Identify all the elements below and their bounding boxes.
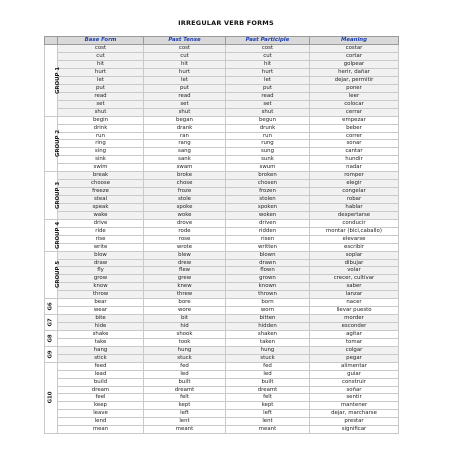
- past-participle-cell: meant: [226, 426, 310, 434]
- table-row: [45, 76, 399, 84]
- table-row: [45, 116, 399, 124]
- past-participle-cell: risen: [226, 235, 310, 243]
- meaning-cell: nadar: [310, 164, 399, 172]
- past-participle-cell: run: [226, 132, 310, 140]
- past-participle-cell: hung: [226, 346, 310, 354]
- table-row: [45, 354, 399, 362]
- base-form-cell: bear: [58, 299, 144, 307]
- base-form-cell: cost: [58, 45, 144, 53]
- table-row: [45, 235, 399, 243]
- past-participle-cell: blown: [226, 251, 310, 259]
- past-tense-cell: drank: [144, 124, 226, 132]
- base-form-cell: grow: [58, 275, 144, 283]
- past-participle-cell: built: [226, 378, 310, 386]
- meaning-cell: cerrar: [310, 108, 399, 116]
- past-participle-cell: dreamt: [226, 386, 310, 394]
- table-row: [45, 283, 399, 291]
- table-row: [45, 426, 399, 434]
- meaning-cell: morder: [310, 315, 399, 323]
- page-title: IRREGULAR VERB FORMS: [178, 19, 274, 27]
- table-row: [45, 402, 399, 410]
- past-participle-cell: stolen: [226, 196, 310, 204]
- meaning-cell: beber: [310, 124, 399, 132]
- base-form-cell: break: [58, 172, 144, 180]
- past-tense-cell: put: [144, 84, 226, 92]
- meaning-cell: poner: [310, 84, 399, 92]
- meaning-cell: esconder: [310, 323, 399, 331]
- meaning-header: Meaning: [310, 37, 399, 45]
- past-tense-cell: blew: [144, 251, 226, 259]
- group-label: G6: [47, 302, 54, 311]
- group-label-cell: [45, 251, 62, 299]
- table-row: [45, 211, 399, 219]
- table-row: [45, 164, 399, 172]
- base-form-cell: wake: [58, 211, 144, 219]
- meaning-cell: dibujar: [310, 259, 399, 267]
- past-tense-cell: drove: [144, 219, 226, 227]
- meaning-cell: congelar: [310, 188, 399, 196]
- table-row: [45, 227, 399, 235]
- table-row: [45, 410, 399, 418]
- meaning-cell: sentir: [310, 394, 399, 402]
- past-tense-cell: spoke: [144, 203, 226, 211]
- table-row: [45, 180, 399, 188]
- base-form-cell: sink: [58, 156, 144, 164]
- meaning-cell: colocar: [310, 100, 399, 108]
- past-participle-cell: flown: [226, 267, 310, 275]
- past-participle-cell: known: [226, 283, 310, 291]
- meaning-cell: construir: [310, 378, 399, 386]
- meaning-cell: correr: [310, 132, 399, 140]
- group-label: GROUP 2: [55, 130, 62, 158]
- table-row: [45, 108, 399, 116]
- past-tense-cell: sang: [144, 148, 226, 156]
- table-row: [45, 203, 399, 211]
- past-tense-cell: lent: [144, 418, 226, 426]
- table-row: [45, 196, 399, 204]
- meaning-cell: empezar: [310, 116, 399, 124]
- base-form-cell: hurt: [58, 69, 144, 77]
- verb-table: [44, 36, 399, 434]
- base-form-cell: write: [58, 243, 144, 251]
- meaning-cell: lanzar: [310, 291, 399, 299]
- table-row: [45, 307, 399, 315]
- table-row: [45, 259, 399, 267]
- past-participle-cell: woken: [226, 211, 310, 219]
- meaning-cell: nacer: [310, 299, 399, 307]
- past-tense-cell: wore: [144, 307, 226, 315]
- meaning-cell: llevar puesto: [310, 307, 399, 315]
- base-form-cell: keep: [58, 402, 144, 410]
- table-body: [45, 45, 399, 434]
- base-form-cell: blow: [58, 251, 144, 259]
- table-row: [45, 61, 399, 69]
- group-label: GROUP 3: [55, 181, 62, 210]
- base-form-cell: feed: [58, 362, 144, 370]
- base-form-cell: dream: [58, 386, 144, 394]
- past-tense-cell: froze: [144, 188, 226, 196]
- past-participle-cell: hurt: [226, 69, 310, 77]
- table-row: [45, 45, 399, 53]
- group-label-cell: [45, 116, 62, 172]
- base-form-cell: feel: [58, 394, 144, 402]
- past-participle-cell: let: [226, 76, 310, 84]
- group-label-cell: [45, 45, 62, 116]
- meaning-cell: montar (bici,caballo): [310, 227, 399, 235]
- past-tense-cell: felt: [144, 394, 226, 402]
- meaning-cell: romper: [310, 172, 399, 180]
- base-form-cell: hide: [58, 323, 144, 331]
- past-participle-cell: begun: [226, 116, 310, 124]
- base-form-cell: ring: [58, 140, 144, 148]
- table-row: [45, 299, 399, 307]
- table-row: [45, 140, 399, 148]
- meaning-cell: leer: [310, 92, 399, 100]
- table-row: [45, 124, 399, 132]
- meaning-cell: robar: [310, 196, 399, 204]
- base-form-cell: rise: [58, 235, 144, 243]
- table-row: [45, 251, 399, 259]
- meaning-cell: soñar: [310, 386, 399, 394]
- past-tense-cell: broke: [144, 172, 226, 180]
- past-participle-cell: read: [226, 92, 310, 100]
- past-participle-cell: fed: [226, 362, 310, 370]
- meaning-cell: saber: [310, 283, 399, 291]
- past-participle-cell: cost: [226, 45, 310, 53]
- past-participle-cell: ridden: [226, 227, 310, 235]
- past-tense-cell: led: [144, 370, 226, 378]
- table-row: [45, 53, 399, 61]
- past-tense-cell: grew: [144, 275, 226, 283]
- past-participle-cell: hit: [226, 61, 310, 69]
- base-form-cell: hit: [58, 61, 144, 69]
- meaning-cell: dejar, marcharse: [310, 410, 399, 418]
- group-label: GROUP 4: [55, 221, 62, 249]
- past-participle-cell: written: [226, 243, 310, 251]
- group-label-cell: [45, 362, 58, 433]
- base-form-cell: put: [58, 84, 144, 92]
- base-form-cell: fly: [58, 267, 144, 275]
- past-tense-cell: hit: [144, 61, 226, 69]
- table-row: [45, 156, 399, 164]
- past-tense-cell: took: [144, 338, 226, 346]
- past-participle-cell: drawn: [226, 259, 310, 267]
- past-tense-cell: read: [144, 92, 226, 100]
- meaning-cell: escribir: [310, 243, 399, 251]
- meaning-cell: alimentar: [310, 362, 399, 370]
- group-column-header: [45, 37, 58, 45]
- base-form-cell: take: [58, 338, 144, 346]
- table-row: [45, 267, 399, 275]
- past-participle-cell: born: [226, 299, 310, 307]
- past-participle-cell: led: [226, 370, 310, 378]
- base-form-cell: read: [58, 92, 144, 100]
- past-participle-cell: felt: [226, 394, 310, 402]
- base-form-cell: drive: [58, 219, 144, 227]
- past-tense-cell: rang: [144, 140, 226, 148]
- meaning-cell: significar: [310, 426, 399, 434]
- meaning-cell: hundir: [310, 156, 399, 164]
- past-tense-cell: let: [144, 76, 226, 84]
- meaning-cell: conducir: [310, 219, 399, 227]
- past-tense-cell: bore: [144, 299, 226, 307]
- meaning-cell: volar: [310, 267, 399, 275]
- past-participle-cell: frozen: [226, 188, 310, 196]
- past-participle-cell: drunk: [226, 124, 310, 132]
- past-participle-cell: set: [226, 100, 310, 108]
- past-tense-cell: stole: [144, 196, 226, 204]
- past-tense-cell: dreamt: [144, 386, 226, 394]
- base-form-cell: sing: [58, 148, 144, 156]
- meaning-cell: tomar: [310, 338, 399, 346]
- meaning-cell: agitar: [310, 330, 399, 338]
- meaning-cell: hablar: [310, 203, 399, 211]
- past-participle-cell: bitten: [226, 315, 310, 323]
- base-form-cell: shut: [58, 108, 144, 116]
- table-row: [45, 315, 399, 323]
- meaning-cell: elegir: [310, 180, 399, 188]
- meaning-cell: prestar: [310, 418, 399, 426]
- base-form-cell: begin: [58, 116, 144, 124]
- past-participle-cell: kept: [226, 402, 310, 410]
- table-row: [45, 275, 399, 283]
- table-row: [45, 378, 399, 386]
- table-row: [45, 92, 399, 100]
- past-participle-cell: sunk: [226, 156, 310, 164]
- base-form-header: Base Form: [58, 37, 144, 45]
- meaning-cell: herir, dañar: [310, 69, 399, 77]
- past-tense-cell: flew: [144, 267, 226, 275]
- group-label: G7: [47, 318, 54, 327]
- past-tense-cell: rode: [144, 227, 226, 235]
- past-tense-cell: shut: [144, 108, 226, 116]
- base-form-cell: swim: [58, 164, 144, 172]
- base-form-cell: leave: [58, 410, 144, 418]
- table-row: [45, 386, 399, 394]
- past-tense-cell: began: [144, 116, 226, 124]
- base-form-cell: throw: [58, 291, 144, 299]
- base-form-cell: wear: [58, 307, 144, 315]
- meaning-cell: soplar: [310, 251, 399, 259]
- table-row: [45, 148, 399, 156]
- past-tense-header: Past Tense: [144, 37, 226, 45]
- group-label: G9: [47, 350, 54, 359]
- meaning-cell: elevarse: [310, 235, 399, 243]
- group-label: G10: [47, 391, 54, 404]
- meaning-cell: cantar: [310, 148, 399, 156]
- base-form-cell: speak: [58, 203, 144, 211]
- past-participle-cell: swum: [226, 164, 310, 172]
- meaning-cell: golpear: [310, 61, 399, 69]
- group-label: GROUP 1: [55, 66, 62, 94]
- past-participle-cell: put: [226, 84, 310, 92]
- past-participle-cell: hidden: [226, 323, 310, 331]
- past-participle-cell: spoken: [226, 203, 310, 211]
- base-form-cell: steal: [58, 196, 144, 204]
- past-participle-cell: broken: [226, 172, 310, 180]
- table-row: [45, 330, 399, 338]
- past-participle-cell: worn: [226, 307, 310, 315]
- past-tense-cell: set: [144, 100, 226, 108]
- meaning-cell: pegar: [310, 354, 399, 362]
- base-form-cell: let: [58, 76, 144, 84]
- table-row: [45, 362, 399, 370]
- past-tense-cell: sank: [144, 156, 226, 164]
- past-tense-cell: bit: [144, 315, 226, 323]
- past-participle-cell: grown: [226, 275, 310, 283]
- table-row: [45, 219, 399, 227]
- past-participle-cell: stuck: [226, 354, 310, 362]
- meaning-cell: sonar: [310, 140, 399, 148]
- base-form-cell: bite: [58, 315, 144, 323]
- base-form-cell: hang: [58, 346, 144, 354]
- past-participle-cell: driven: [226, 219, 310, 227]
- past-participle-header: Past Participle: [226, 37, 310, 45]
- past-participle-cell: cut: [226, 53, 310, 61]
- meaning-cell: colgar: [310, 346, 399, 354]
- past-participle-cell: taken: [226, 338, 310, 346]
- table-row: [45, 188, 399, 196]
- table-row: [45, 394, 399, 402]
- table-row: [45, 338, 399, 346]
- past-tense-cell: woke: [144, 211, 226, 219]
- past-tense-cell: cost: [144, 45, 226, 53]
- base-form-cell: drink: [58, 124, 144, 132]
- base-form-cell: mean: [58, 426, 144, 434]
- group-label-cell: [45, 172, 62, 220]
- past-tense-cell: kept: [144, 402, 226, 410]
- past-tense-cell: shook: [144, 330, 226, 338]
- past-participle-cell: lent: [226, 418, 310, 426]
- meaning-cell: despertarse: [310, 211, 399, 219]
- past-tense-cell: rose: [144, 235, 226, 243]
- past-tense-cell: meant: [144, 426, 226, 434]
- table-row: [45, 323, 399, 331]
- past-tense-cell: hurt: [144, 69, 226, 77]
- base-form-cell: set: [58, 100, 144, 108]
- table-row: [45, 346, 399, 354]
- past-tense-cell: built: [144, 378, 226, 386]
- table-row: [45, 69, 399, 77]
- past-tense-cell: fed: [144, 362, 226, 370]
- meaning-cell: mantener: [310, 402, 399, 410]
- past-tense-cell: hung: [144, 346, 226, 354]
- base-form-cell: draw: [58, 259, 144, 267]
- base-form-cell: lend: [58, 418, 144, 426]
- group-label-cell: [45, 346, 58, 362]
- base-form-cell: choose: [58, 180, 144, 188]
- table-row: [45, 100, 399, 108]
- base-form-cell: stick: [58, 354, 144, 362]
- base-form-cell: freeze: [58, 188, 144, 196]
- past-tense-cell: cut: [144, 53, 226, 61]
- past-participle-cell: shut: [226, 108, 310, 116]
- meaning-cell: cortar: [310, 53, 399, 61]
- table-header: [45, 37, 399, 45]
- base-form-cell: shake: [58, 330, 144, 338]
- group-label-cell: [45, 315, 58, 331]
- group-label-cell: [45, 330, 58, 346]
- table-row: [45, 418, 399, 426]
- meaning-cell: dejar, permitir: [310, 76, 399, 84]
- meaning-cell: crecer, cultivar: [310, 275, 399, 283]
- table-row: [45, 84, 399, 92]
- base-form-cell: run: [58, 132, 144, 140]
- past-tense-cell: wrote: [144, 243, 226, 251]
- past-tense-cell: hid: [144, 323, 226, 331]
- past-tense-cell: left: [144, 410, 226, 418]
- group-label: G8: [47, 334, 54, 343]
- group-label: GROUP 5: [55, 261, 62, 289]
- past-participle-cell: chosen: [226, 180, 310, 188]
- past-tense-cell: drew: [144, 259, 226, 267]
- past-participle-cell: sung: [226, 148, 310, 156]
- meaning-cell: guiar: [310, 370, 399, 378]
- past-tense-cell: threw: [144, 291, 226, 299]
- base-form-cell: lead: [58, 370, 144, 378]
- past-participle-cell: left: [226, 410, 310, 418]
- past-tense-cell: ran: [144, 132, 226, 140]
- past-tense-cell: swam: [144, 164, 226, 172]
- table-row: [45, 370, 399, 378]
- table-row: [45, 132, 399, 140]
- past-tense-cell: chose: [144, 180, 226, 188]
- table-row: [45, 243, 399, 251]
- past-tense-cell: stuck: [144, 354, 226, 362]
- table-row: [45, 291, 399, 299]
- meaning-cell: costar: [310, 45, 399, 53]
- base-form-cell: cut: [58, 53, 144, 61]
- past-participle-cell: thrown: [226, 291, 310, 299]
- past-participle-cell: rung: [226, 140, 310, 148]
- base-form-cell: ride: [58, 227, 144, 235]
- table-row: [45, 172, 399, 180]
- past-tense-cell: knew: [144, 283, 226, 291]
- base-form-cell: build: [58, 378, 144, 386]
- group-label-cell: [45, 299, 58, 315]
- base-form-cell: know: [58, 283, 144, 291]
- past-participle-cell: shaken: [226, 330, 310, 338]
- group-label-cell: [45, 219, 62, 251]
